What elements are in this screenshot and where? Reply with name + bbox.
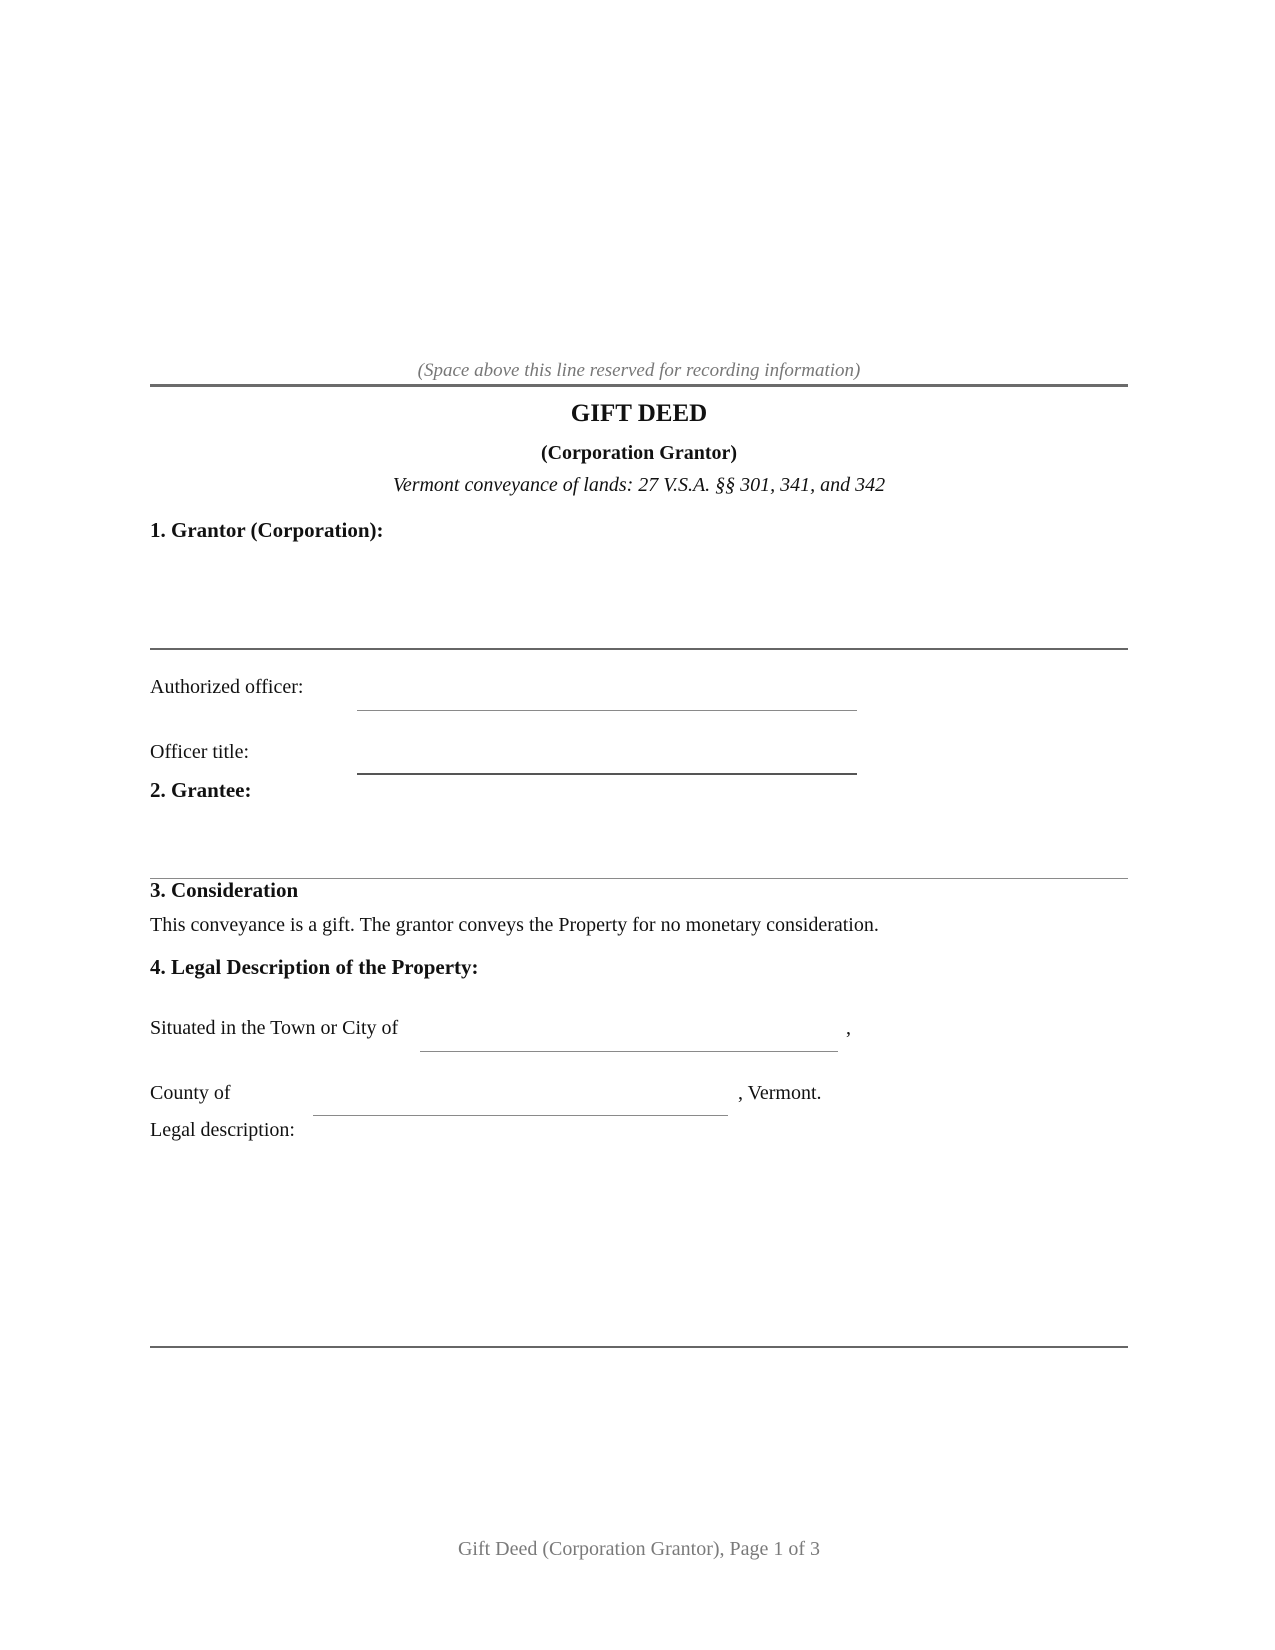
county-field[interactable]: [313, 1115, 728, 1116]
town-field[interactable]: [420, 1051, 838, 1052]
page-footer: Gift Deed (Corporation Grantor), Page 1 of 3: [457, 1538, 821, 1560]
consideration-heading: 3. Consideration: [150, 878, 299, 902]
consideration-text: This conveyance is a gift. The grantor conveys the Property for no monetary consideration.: [150, 914, 879, 936]
grantor-name-line[interactable]: [150, 648, 1128, 650]
officer-title-field[interactable]: [357, 773, 857, 775]
recording-divider: [150, 384, 1128, 387]
county-suffix: , Vermont.: [738, 1082, 822, 1104]
legal-description-line[interactable]: [150, 1346, 1128, 1348]
authorized-officer-label: Authorized officer:: [150, 676, 304, 698]
document-title: GIFT DEED: [570, 400, 708, 427]
authorized-officer-field[interactable]: [357, 710, 857, 711]
document-subtitle: (Corporation Grantor): [540, 442, 738, 464]
grantee-heading: 2. Grantee:: [150, 778, 252, 802]
county-label: County of: [150, 1082, 231, 1104]
legal-description-label: Legal description:: [150, 1119, 295, 1141]
grantor-heading: 1. Grantor (Corporation):: [150, 518, 384, 542]
town-label: Situated in the Town or City of: [150, 1017, 399, 1039]
statute-reference: Vermont conveyance of lands: 27 V.S.A. §§ 301, 341, and 342: [392, 474, 886, 496]
legal-description-heading: 4. Legal Description of the Property:: [150, 955, 479, 979]
recording-space-note: (Space above this line reserved for recording information): [417, 360, 861, 381]
town-suffix: ,: [846, 1017, 851, 1039]
officer-title-label: Officer title:: [150, 741, 250, 763]
